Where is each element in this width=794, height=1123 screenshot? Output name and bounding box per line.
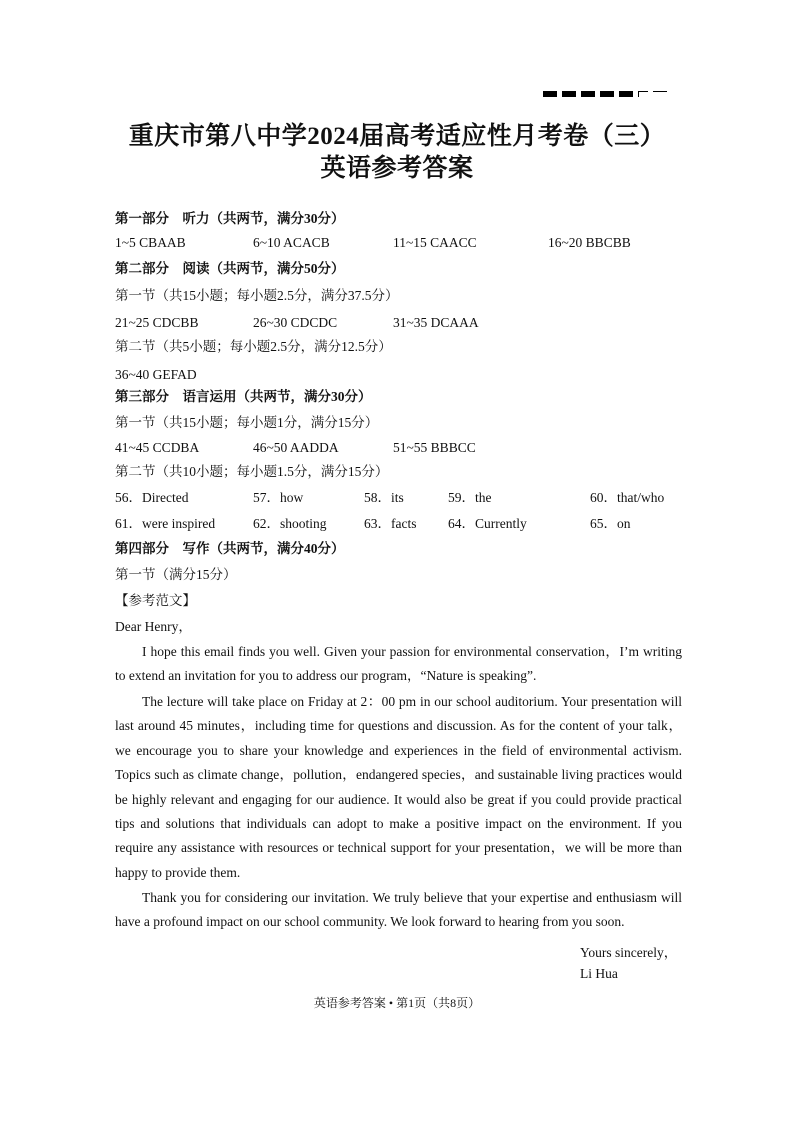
part2-section2: 第二节（共5小题；每小题2.5分，满分12.5分） [115,339,392,354]
part3-section2: 第二节（共10小题；每小题1.5分，满分15分） [115,464,389,479]
fill-answer: 63．facts [364,516,417,531]
letter-closing: Yours sincerely， [580,945,678,960]
fill-answer: 59．the [448,490,492,505]
fill-answer: 58．its [364,490,404,505]
letter-greeting: Dear Henry， [115,619,192,634]
part4-heading: 第四部分 写作（共两节，满分40分） [115,541,345,556]
answer-group: 31~35 DCAAA [393,315,479,330]
part3-section1: 第一节（共15小题；每小题1分，满分15分） [115,415,379,430]
fill-answer: 60．that/who [590,490,665,505]
letter-paragraph: The lecture will take place on Friday at 2：00 pm in our school auditorium. Your presentation will last around 45 minutes，including time for questions and discussion. As for the content of your talk，we encourage you to share your knowledge and experiences in the field of environmental activism. Topics such as climate change，pollution，endangered species，and sustainable living practices would be highly relevant and engaging for our audience. It would also be great if you could provide practical tips and solutions that individuals can adopt to make a positive impact on the environment. If you require any assistance with resources or technical support for your presentation，we will be more than happy to provide them. [115,694,682,880]
answer-group: 1~5 CBAAB [115,235,186,250]
answer-group: 46~50 AADDA [253,440,339,455]
fill-answer: 56．Directed [115,490,189,505]
answer-group: 21~25 CDCBB [115,315,199,330]
letter-paragraph: I hope this email finds you well. Given your passion for environmental conservation，I’m writing to extend an invitation for you to address our program，“Nature is speaking”. [115,644,682,684]
fill-answer: 61．were inspired [115,516,216,531]
part2-section1: 第一节（共15小题；每小题2.5分，满分37.5分） [115,288,399,303]
part4-section1: 第一节（满分15分） [115,567,237,582]
answer-group: 26~30 CDCDC [253,315,338,330]
letter-signature: Li Hua [580,966,618,981]
part3-heading: 第三部分 语言运用（共两节，满分30分） [115,389,372,404]
fill-answer: 57．how [253,490,304,505]
answer-group: 11~15 CAACC [393,235,477,250]
answer-group: 51~55 BBBCC [393,440,476,455]
answer-group: 41~45 CCDBA [115,440,200,455]
document-title: 重庆市第八中学2024届高考适应性月考卷（三） [128,123,666,150]
fill-answer: 65．on [590,516,631,531]
answer-group: 16~20 BBCBB [548,235,631,250]
page-footer: 英语参考答案 • 第1页（共8页） [313,996,481,1010]
header-decoration [543,91,667,99]
answer-group: 36~40 GEFAD [115,367,197,382]
sample-label: 【参考范文】 [115,593,196,608]
answer-group: 6~10 ACACB [253,235,330,250]
document-subtitle: 英语参考答案 [320,155,474,182]
letter-paragraph: Thank you for considering our invitation. We truly believe that your expertise and enthusiasm will have a profound impact on our school community. We look forward to hearing from you soon. [115,890,682,930]
part2-heading: 第二部分 阅读（共两节，满分50分） [115,261,345,276]
part1-heading: 第一部分 听力（共两节，满分30分） [115,211,345,226]
fill-answer: 62．shooting [253,516,327,531]
fill-answer: 64．Currently [448,516,527,531]
